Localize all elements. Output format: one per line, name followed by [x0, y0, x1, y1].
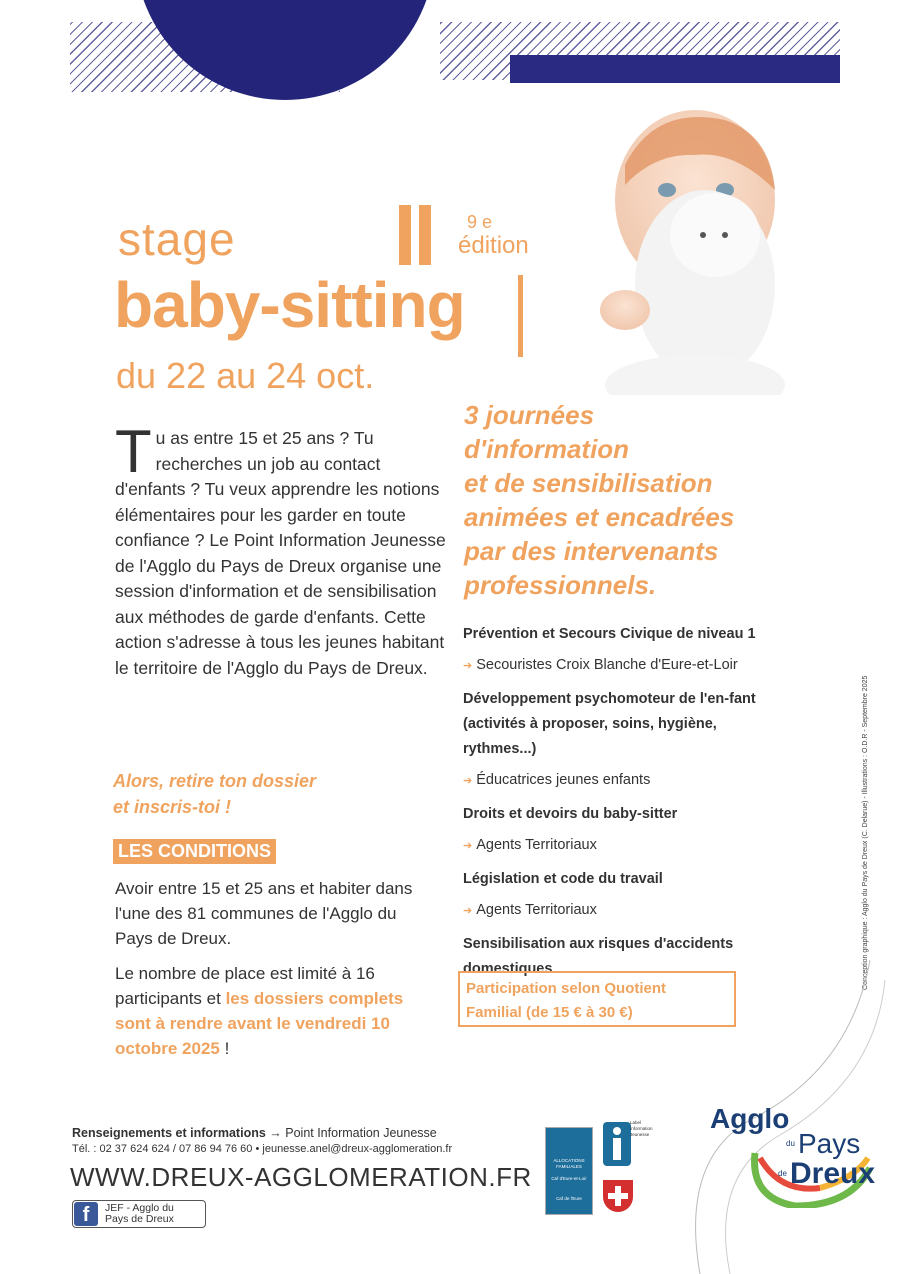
title-vertical-bar	[518, 275, 523, 357]
caf-label: Caf de l'Eure	[556, 1196, 582, 1201]
agglo-de: de	[778, 1169, 787, 1178]
title-main: baby-sitting	[114, 269, 465, 341]
conditions-text-2	[115, 961, 415, 1061]
conditions-text-2-end: !	[219, 1039, 230, 1058]
program-headline	[464, 398, 824, 602]
program-item-title: Sensibilisation aux risques d'accidents domestiques	[463, 936, 734, 977]
price-line-1: Participation selon Quotient	[466, 980, 667, 997]
footer-info-arrow: →	[265, 1126, 286, 1140]
conditions-deadline: les dossiers complets sont à rendre avant le vendredi 10 octobre 2025	[115, 989, 404, 1058]
facebook-label-line: Pays de Dreux	[105, 1213, 174, 1225]
arrow-icon: ➔	[463, 660, 473, 672]
conditions-heading: LES CONDITIONS	[113, 839, 276, 864]
speaker-text: Éducatrices jeunes enfants	[476, 772, 651, 788]
website-link[interactable]: WWW.DREUX-AGGLOMERATION.FR	[70, 1162, 532, 1192]
footer-info-rest: Point Information Jeunesse	[285, 1126, 437, 1140]
program-item-speaker	[463, 898, 793, 924]
footer-info-bold: Renseignements et informations	[72, 1126, 266, 1140]
speaker-text: Agents Territoriaux	[476, 902, 597, 918]
title-bars-decoration	[399, 205, 439, 265]
headline-line: animées et encadrées	[464, 502, 735, 532]
event-dates: du 22 au 24 oct.	[116, 355, 375, 396]
price-line-2: Familial (de 15 € à 30 €)	[466, 1004, 633, 1021]
agglo-pays: Pays	[798, 1128, 861, 1159]
intro-paragraph	[115, 418, 455, 681]
title-stage: stage	[118, 213, 236, 265]
edition-label: édition	[458, 232, 529, 259]
program-item-title: Droits et devoirs du baby-sitter	[463, 806, 678, 822]
facebook-icon: f	[74, 1202, 98, 1226]
headline-line: d'information	[464, 434, 630, 464]
intro-dropcap: T	[115, 418, 152, 485]
program-item-speaker	[463, 653, 793, 679]
program-item-title: Prévention et Secours Civique de niveau 1	[463, 626, 756, 642]
facebook-label	[105, 1203, 174, 1225]
callout-line-1: Alors, retire ton dossier	[113, 771, 317, 791]
arrow-icon: ➔	[463, 775, 473, 787]
facebook-badge[interactable]	[72, 1200, 206, 1228]
caf-label: ALLOCATIONS FAMILIALES	[553, 1158, 585, 1169]
program-item-title: Législation et code du travail	[463, 871, 663, 887]
caf-logo	[545, 1127, 593, 1215]
headline-line: professionnels.	[464, 570, 657, 600]
program-item-title: Développement psychomoteur de l'en-fant (activités à proposer, soins, hygiène, rythmes...)	[463, 691, 756, 757]
agglo-logo	[700, 1098, 880, 1208]
headline-line: 3 journées	[464, 400, 595, 430]
speaker-text: Agents Territoriaux	[476, 837, 597, 853]
speaker-text: Secouristes Croix Blanche d'Eure-et-Loir	[476, 657, 738, 673]
caf-label: Caf d'Eure-et-Loir	[551, 1176, 587, 1181]
program-list	[463, 622, 793, 982]
baby-photo	[585, 95, 795, 395]
design-credit: Conception graphique : Agglo du Pays de Dreux (C. Delarue) - Illustrations : O.D.R - Septembre 2025	[862, 675, 869, 990]
headline-line: par des intervenants	[464, 536, 719, 566]
facebook-label-line: JEF - Agglo du	[105, 1202, 174, 1214]
arrow-icon: ➔	[463, 905, 473, 917]
program-item-speaker	[463, 833, 793, 859]
edition-number: 9 e	[467, 212, 493, 232]
arrow-icon: ➔	[463, 840, 473, 852]
intro-text: u as entre 15 et 25 ans ? Tu recherches un job au contact d'enfants ? Tu veux apprendre les notions élémentaires pour les garder en toute confiance ? Le Point Information Jeunesse de l'Agglo du Pays de Dreux organise une session d'information et de sensibilisation aux méthodes de garde d'enfants. Cette action s'adresse à tous les jeunes habitant le territoire de l'Agglo du Pays de Dreux.	[115, 428, 446, 678]
agglo-du: du	[786, 1139, 795, 1148]
footer-info	[72, 1126, 437, 1140]
register-callout	[113, 768, 316, 820]
headline-line: et de sensibilisation	[464, 468, 713, 498]
agglo-word: Agglo	[710, 1103, 790, 1134]
conditions-text-2-plain: Le nombre de place est limité à 16 participants et	[115, 964, 375, 1008]
agglo-dreux: Dreux	[790, 1157, 876, 1190]
callout-line-2: et inscris-toi !	[113, 797, 232, 817]
conditions-text-1: Avoir entre 15 et 25 ans et habiter dans l'une des 81 communes de l'Agglo du Pays de Dreux.	[115, 879, 413, 948]
swiss-cross-icon	[603, 1180, 633, 1212]
blue-band-decoration	[510, 55, 840, 83]
info-jeunesse-label: Label Information Jeunesse	[630, 1120, 653, 1137]
footer-contact[interactable]: Tél. : 02 37 624 624 / 07 86 94 76 60 • jeunesse.anel@dreux-agglomeration.fr	[72, 1143, 453, 1155]
program-item-speaker	[463, 768, 793, 794]
